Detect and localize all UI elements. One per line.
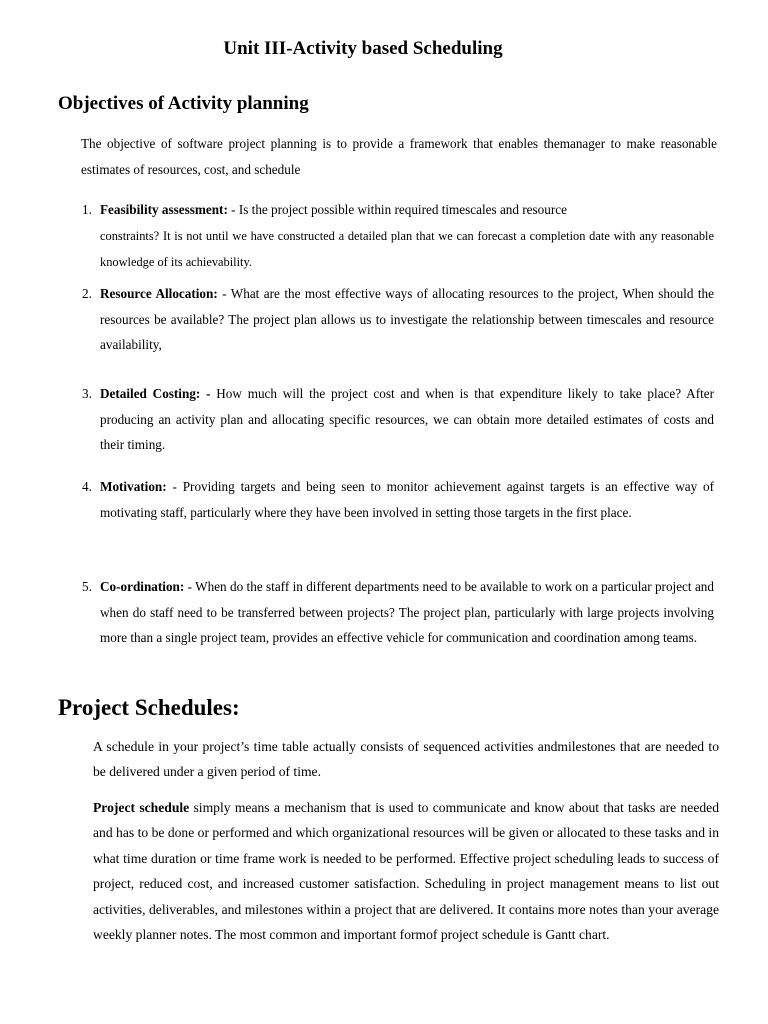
item-number: 5. [82, 579, 92, 594]
list-item [82, 281, 714, 358]
item-text-continued: constraints? It is not until we have constructed a detailed plan that we can forecast a completion date with any reasonable knowledge of its achievability. [100, 228, 714, 269]
list-item [82, 197, 714, 276]
objectives-intro: The objective of software project planning is to provide a framework that enables themanager to make reasonable estimates of resources, cost, and schedule [81, 136, 717, 177]
item-number: 2. [82, 286, 92, 301]
item-text: - Providing targets and being seen to monitor achievement against targets is an effective way of motivating staff, particularly where they have been involved in setting those targets in the first place. [100, 479, 714, 520]
item-number: 4. [82, 479, 92, 494]
item-text: - What are the most effective ways of allocating resources to the project, When should the resources be available? The project plan allows us to investigate the relationship between timescales and resource availability, [100, 286, 714, 352]
item-text: - Is the project possible within required timescales and resource [227, 202, 567, 217]
objectives-heading: Objectives of Activity planning [58, 93, 309, 114]
item-term: Resource Allocation: [100, 286, 218, 301]
page-title: Unit III-Activity based Scheduling [223, 38, 503, 59]
item-text: - When do the staff in different departments need to be available to work on a particular project and when do staff need to be transferred between projects? The project plan, particularly with large projects involving more than a single project team, provides an effective vehicle for communication and coordination among teams. [100, 579, 714, 645]
item-term: Motivation: [100, 479, 167, 494]
schedules-heading: Project Schedules: [58, 695, 240, 720]
item-term: Feasibility assessment: [100, 202, 228, 217]
item-number: 3. [82, 386, 92, 401]
list-item [82, 474, 714, 525]
item-text: How much will the project cost and when is that expenditure likely to take place? After producing an activity plan and allocating specific resources, we can obtain more detailed estimates of costs and their timing. [100, 386, 714, 452]
schedule-term: Project schedule [93, 800, 190, 815]
item-term: Detailed Costing: - [100, 386, 211, 401]
item-number: 1. [82, 202, 92, 217]
schedules-paragraph-1: A schedule in your project’s time table actually consists of sequenced activities andmilestones that are needed to be delivered under a given period of time. [93, 739, 719, 780]
schedule-text: simply means a mechanism that is used to communicate and know about that tasks are needed and has to be done or performed and which organizational resources will be given or allocated to these tasks and in what time duration or time frame work is needed to be performed. Effective project scheduling leads to success of project, reduced cost, and increased customer satisfaction. Scheduling in project management means to list out activities, deliverables, and milestones within a project that are delivered. It contains more notes than your average weekly planner notes. The most common and important formof project schedule is Gantt chart. [93, 800, 719, 943]
item-term: Co-ordination: [100, 579, 185, 594]
schedules-paragraph-2 [93, 795, 719, 947]
list-item [82, 381, 714, 458]
list-item [82, 574, 714, 651]
